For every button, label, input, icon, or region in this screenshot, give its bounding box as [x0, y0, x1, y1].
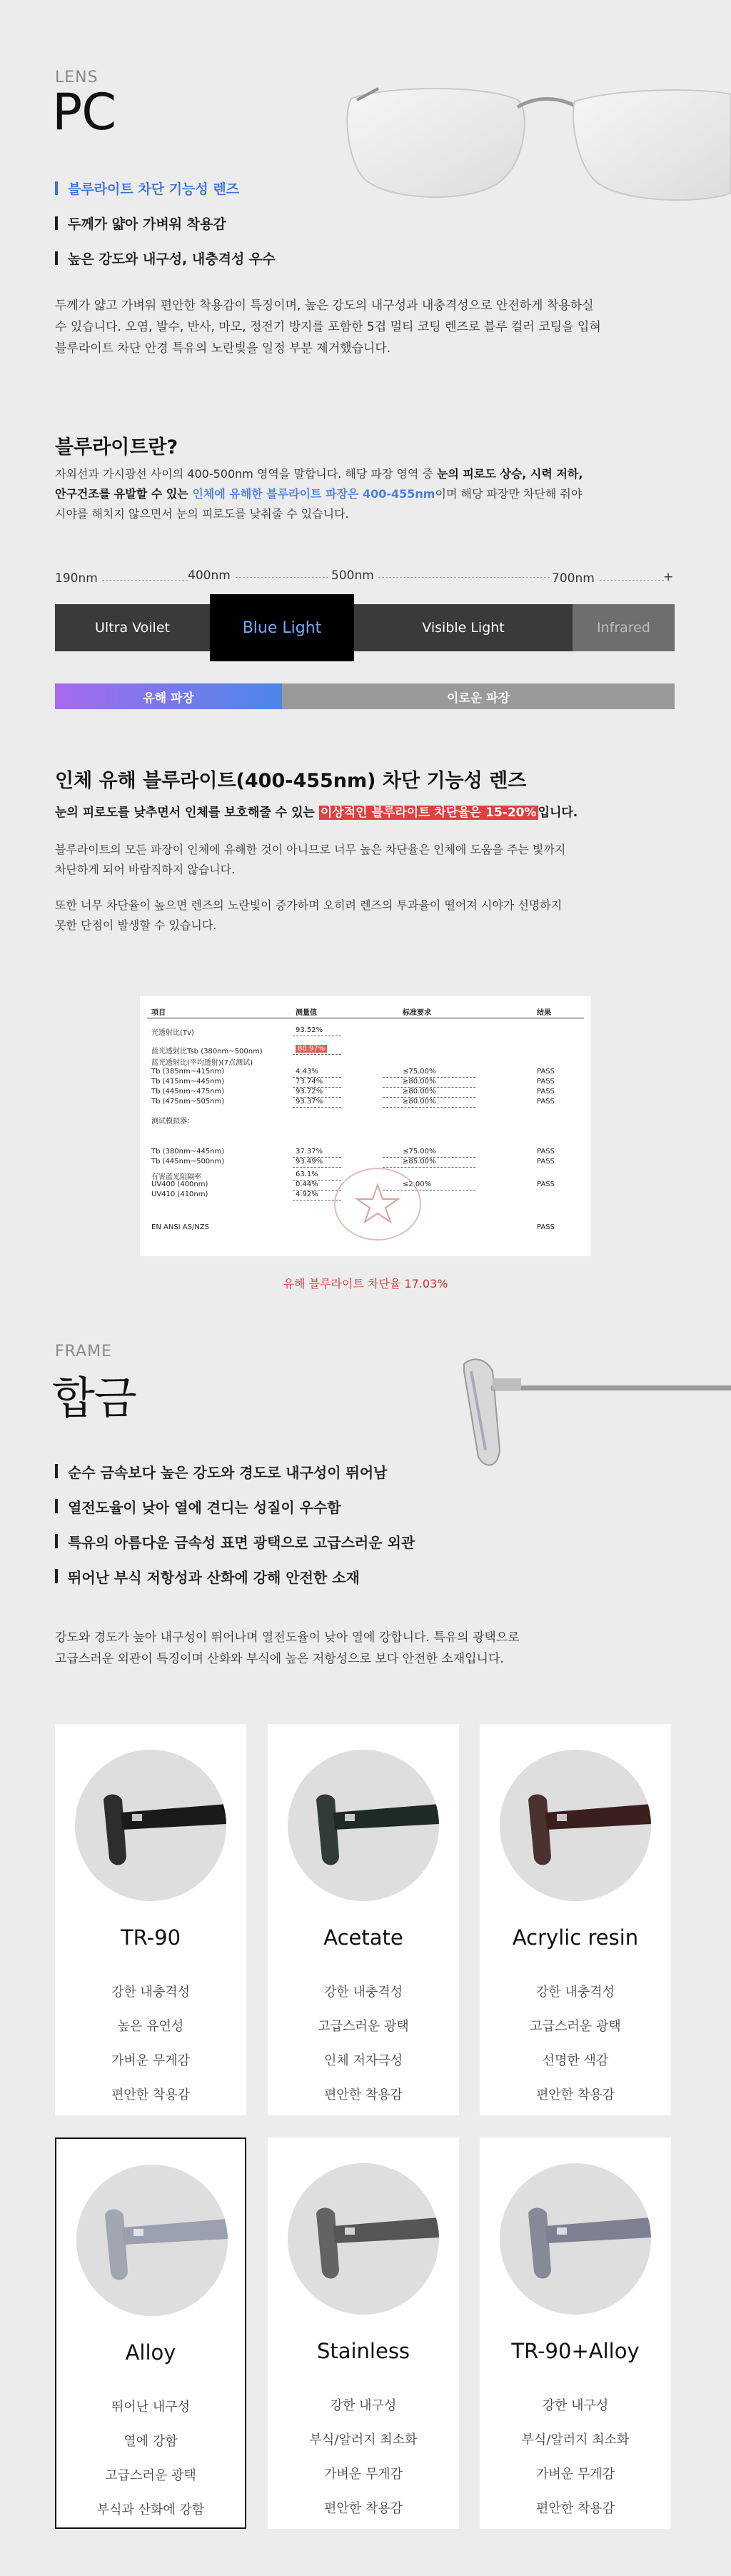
cert-row-label: Tb (380nm~445nm)	[151, 1148, 225, 1156]
material-property: 강한 내충격성	[535, 1985, 615, 2000]
cert-row-requirement: ≥80.00%	[403, 1078, 436, 1086]
material-property: 고급스러운 광택	[530, 2019, 621, 2034]
band-visible-light: Visible Light	[354, 604, 573, 651]
material-property: 강한 내충격성	[111, 1985, 191, 2000]
tick-700nm: 700nm	[552, 571, 595, 586]
test-certificate	[140, 996, 591, 1290]
cert-row-label: 蓝光透射比Tsb (380nm~500nm)	[151, 1048, 263, 1056]
tick-plus: +	[663, 570, 674, 584]
frame-material-image	[500, 2163, 651, 2315]
material-property: 편안한 착용감	[111, 2088, 191, 2103]
material-property: 열에 강함	[123, 2434, 178, 2449]
blocking-subtitle: 눈의 피로도를 낮추면서 인체를 보호해줄 수 있는 이상적인 블루라이트 차단율은 15-20% 입니다.	[55, 806, 578, 820]
cert-row-value: 93.72%	[296, 1088, 323, 1096]
tick-500nm: 500nm	[331, 568, 374, 583]
tick-divider	[600, 580, 664, 581]
band-infrared: Infrared	[573, 604, 675, 651]
material-property: 가벼운 무게감	[111, 2053, 191, 2068]
material-property: 강한 내구성	[330, 2398, 397, 2413]
cert-row-label: Tb (385nm~415nm)	[151, 1068, 225, 1076]
alloy-frame-image	[443, 1343, 731, 1485]
cert-row-result: PASS	[537, 1223, 555, 1231]
bluelight-heading: 블루라이트란?	[55, 436, 178, 458]
material-properties	[55, 1975, 246, 2113]
cert-row-value: 0.44%	[296, 1181, 318, 1188]
material-card	[480, 2138, 671, 2529]
material-card	[268, 2138, 459, 2529]
frame-description: 강도와 경도가 높아 내구성이 뛰어나며 열전도율이 낮아 열에 강합니다. 특유의 광택으로 고급스러운 외관이 특징이며 산화와 부식에 높은 저항성으로 보다 안전한 소재입니다.	[55, 1630, 520, 1666]
material-name: Alloy	[125, 2340, 176, 2365]
material-property: 인체 저자극성	[323, 2053, 403, 2068]
cert-row-requirement: ≥85.00%	[403, 1158, 436, 1166]
tick-divider	[378, 577, 550, 578]
material-card	[268, 1724, 459, 2115]
cert-row-value: 4.43%	[296, 1068, 318, 1076]
cert-row-label: UV400 (400nm)	[151, 1181, 208, 1188]
cert-row-value: 63.1%	[296, 1171, 318, 1178]
material-name: Acetate	[323, 1925, 403, 1950]
frame-material-image	[288, 1750, 439, 1901]
cert-row-value: 37.37%	[296, 1148, 323, 1156]
cert-row-label: 蓝光透射比(平均透射)(7点测试)	[151, 1059, 253, 1067]
frame-feature-2: 열전도율이 낮아 열에 견디는 성질이 우수함	[55, 1496, 415, 1517]
frame-kicker: FRAME	[55, 1343, 112, 1360]
cert-header-result: 结果	[537, 1009, 551, 1017]
material-properties	[268, 2389, 459, 2526]
material-name: Stainless	[316, 2339, 410, 2363]
cert-row-result: PASS	[537, 1078, 555, 1086]
cert-row-value: 93.37%	[296, 1098, 323, 1106]
cert-row-result: PASS	[537, 1158, 555, 1166]
cert-row-label: EN ANSI AS/NZS	[151, 1223, 210, 1231]
material-property: 강한 내충격성	[323, 1985, 403, 2000]
cert-row-result: PASS	[537, 1148, 555, 1156]
material-properties	[480, 2389, 671, 2526]
frame-feature-1: 순수 금속보다 높은 강도와 경도로 내구성이 뛰어남	[55, 1461, 415, 1482]
blocking-rate-caption: 유해 블루라이트 차단율 17.03%	[283, 1277, 448, 1290]
cert-row-label: Tb (415nm~445nm)	[151, 1078, 225, 1086]
cert-row-requirement: ≤75.00%	[403, 1148, 436, 1156]
material-property: 부식/알러지 최소화	[521, 2432, 630, 2447]
cert-value-underline	[293, 1054, 341, 1055]
beneficial-wave-bar: 이로운 파장	[282, 683, 675, 709]
cert-row-requirement: ≥80.00%	[403, 1088, 436, 1096]
cert-row-result: PASS	[537, 1088, 555, 1096]
cert-row-label: UV410 (410nm)	[151, 1191, 208, 1198]
frame-feature-4: 뛰어난 부식 저항성과 산화에 강해 안전한 소재	[55, 1566, 415, 1587]
frame-material-image	[500, 1750, 651, 1901]
lens-feature-3: 높은 강도와 내구성, 내충격성 우수	[55, 249, 276, 268]
cert-row-label: Tb (475nm~505nm)	[151, 1098, 225, 1106]
material-property: 편안한 착용감	[535, 2501, 615, 2516]
material-property: 뛰어난 내구성	[111, 2400, 191, 2415]
cert-req-underline	[383, 1107, 475, 1108]
cert-row-result: PASS	[537, 1098, 555, 1106]
material-property: 부식/알러지 최소화	[309, 2432, 418, 2447]
cert-header-item: 项目	[151, 1009, 166, 1017]
material-property: 높은 유연성	[117, 2019, 184, 2034]
cert-row-result: PASS	[537, 1068, 555, 1076]
rimless-glasses-image	[343, 57, 731, 214]
material-card	[55, 2138, 246, 2529]
material-properties	[268, 1975, 459, 2113]
cert-header-requirement: 标准要求	[403, 1009, 431, 1017]
material-properties	[56, 2390, 245, 2527]
frame-material-image	[75, 1750, 226, 1901]
material-property: 고급스러운 광택	[105, 2468, 196, 2483]
material-properties	[480, 1975, 671, 2113]
material-property: 선명한 색감	[542, 2053, 609, 2068]
frame-feature-3: 특유의 아름다운 금속성 표면 광택으로 고급스러운 외관	[55, 1531, 415, 1552]
lens-kicker: LENS	[55, 69, 99, 86]
tick-400nm: 400nm	[188, 568, 231, 583]
cert-row-label: Tb (445nm~475nm)	[151, 1088, 225, 1096]
material-card	[480, 1724, 671, 2115]
material-property: 편안한 착용감	[535, 2088, 615, 2103]
material-property: 가벼운 무게감	[535, 2467, 615, 2482]
tick-divider	[236, 577, 328, 578]
cert-row-label: 测试模拟器：	[151, 1118, 194, 1126]
lens-description: 두께가 얇고 가벼워 편안한 착용감이 특징이며, 높은 강도의 내구성과 내충격성으로 안전하게 착용하실 수 있습니다. 오염, 발수, 반사, 마모, 정전기 방지를 포함한 5겹 멀티 코팅 렌즈로 블루 컬러 코팅을 입혀 블루라이트 차단 안경 특유의 노란빛을 일정 부분 제거했습니다.	[55, 299, 601, 356]
cert-row-value: 4.92%	[296, 1191, 318, 1198]
material-property: 편안한 착용감	[323, 2088, 403, 2103]
cert-row-label: 有害蓝光阻隔率	[151, 1173, 201, 1181]
cert-row-value: 93.49%	[296, 1158, 323, 1166]
material-property: 편안한 착용감	[323, 2501, 403, 2516]
material-name: TR-90	[120, 1925, 181, 1950]
cert-row-value: 73.74%	[296, 1078, 323, 1086]
cert-row-requirement: ≤75.00%	[403, 1068, 436, 1076]
lens-title: PC	[52, 83, 116, 141]
cert-row-label: 光透射比(Tv)	[151, 1029, 194, 1037]
lens-feature-1: 블루라이트 차단 기능성 렌즈	[55, 179, 276, 198]
bluelight-description: 자외선과 가시광선 사이의 400-500nm 영역을 말합니다. 해당 파장 영역 중 눈의 피로도 상승, 시력 저하, 안구건조를 유발할 수 있는 인체에 유해한 블루라이트 파장은 400-455nm이며 해당 파장만 차단해 줘야 시야를 해치지 않으면서 눈의 피로도를 낮춰줄 수 있습니다.	[55, 467, 583, 521]
blocking-paragraph-1: 블루라이트의 모든 파장이 인체에 유해한 것이 아니므로 너무 높은 차단율은 인체에 도움을 주는 빛까지 차단하게 되어 바람직하지 않습니다.	[55, 843, 566, 876]
cert-value-underline	[293, 1107, 341, 1108]
frame-material-image	[76, 2165, 228, 2316]
cert-row-requirement: ≤2.00%	[403, 1181, 432, 1188]
material-card	[55, 1724, 246, 2115]
band-blue-light: Blue Light	[210, 594, 354, 661]
band-ultraviolet: Ultra Voilet	[55, 604, 210, 651]
harmful-wave-bar: 유해 파장	[55, 683, 282, 709]
material-property: 가벼운 무게감	[323, 2467, 403, 2482]
cert-row-value: 93.52%	[296, 1026, 323, 1034]
tick-190nm: 190nm	[55, 571, 98, 586]
cert-row-label: Tb (445nm~500nm)	[151, 1158, 225, 1166]
cert-row-requirement: ≥80.00%	[403, 1098, 436, 1106]
material-property: 고급스러운 광택	[318, 2019, 409, 2034]
blocking-paragraph-2: 또한 너무 차단율이 높으면 렌즈의 노란빛이 증가하며 오히려 렌즈의 투과율이 떨어져 시야가 선명하지 못한 단점이 발생할 수 있습니다.	[55, 898, 563, 932]
cert-row-value: 80.97%	[296, 1045, 327, 1053]
tick-divider	[102, 580, 188, 581]
blocking-heading: 인체 유해 블루라이트(400-455nm) 차단 기능성 렌즈	[55, 770, 527, 792]
material-property: 강한 내구성	[542, 2398, 609, 2413]
material-name: TR-90+Alloy	[511, 2339, 640, 2363]
seal-stamp	[331, 1165, 424, 1243]
material-property: 부식과 산화에 강함	[96, 2502, 205, 2517]
frame-title: 합금	[52, 1372, 136, 1424]
lens-feature-2: 두께가 얇아 가벼워 착용감	[55, 214, 276, 233]
cert-header-value: 测量值	[296, 1009, 317, 1017]
frame-material-image	[288, 2163, 439, 2315]
material-name: Acrylic resin	[512, 1925, 639, 1950]
cert-row-result: PASS	[537, 1181, 555, 1188]
